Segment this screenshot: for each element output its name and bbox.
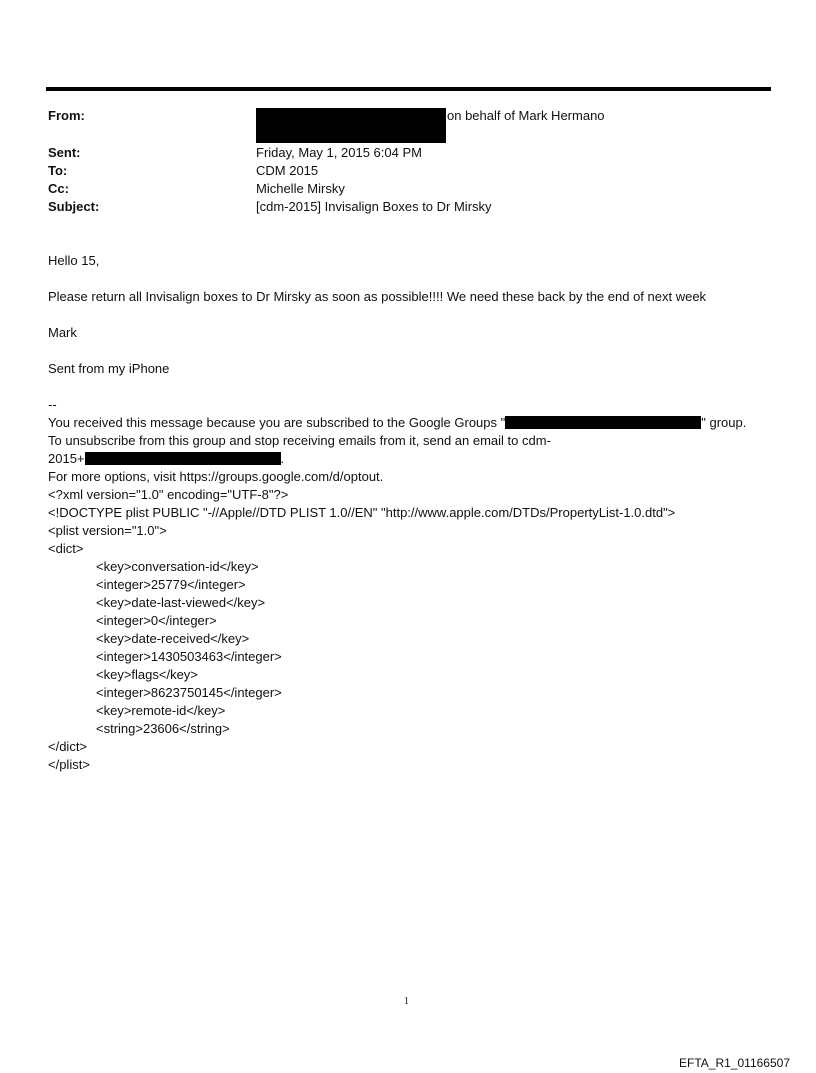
to-value: CDM 2015 <box>256 163 319 178</box>
message-text: Please return all Invisalign boxes to Dr Mirsky as soon as possible!!!! We need these back by the end of next week <box>48 289 707 304</box>
xml-line: <integer>1430503463</integer> <box>96 649 282 664</box>
xml-line: <?xml version="1.0" encoding="UTF-8"?> <box>48 487 289 502</box>
footer-line-2: To unsubscribe from this group and stop receiving emails from it, send an email to cdm- <box>48 433 551 448</box>
document-id: EFTA_R1_01166507 <box>679 1056 790 1070</box>
xml-line: <key>remote-id</key> <box>96 703 226 718</box>
xml-line: <integer>8623750145</integer> <box>96 685 282 700</box>
xml-line: </plist> <box>48 757 90 772</box>
from-label: From: <box>48 108 85 123</box>
cc-label: Cc: <box>48 181 69 196</box>
footer-line-1 <box>48 415 746 430</box>
subject-label: Subject: <box>48 199 100 214</box>
footer-line-3 <box>48 451 284 466</box>
separator: -- <box>48 397 57 412</box>
sent-value: Friday, May 1, 2015 6:04 PM <box>256 145 422 160</box>
redaction-box <box>505 416 701 429</box>
xml-line: <!DOCTYPE plist PUBLIC "-//Apple//DTD PLIST 1.0//EN" "http://www.apple.com/DTDs/PropertyList-1.0.dtd"> <box>48 505 676 520</box>
xml-line: <key>flags</key> <box>96 667 198 682</box>
from-value: on behalf of Mark Hermano <box>447 108 605 123</box>
signature: Mark <box>48 325 77 340</box>
xml-line: <dict> <box>48 541 84 556</box>
sent-from: Sent from my iPhone <box>48 361 170 376</box>
xml-line: <key>conversation-id</key> <box>96 559 259 574</box>
page-number: 1 <box>404 996 409 1007</box>
footer-line-4: For more options, visit https://groups.google.com/d/optout. <box>48 469 384 484</box>
greeting: Hello 15, <box>48 253 100 268</box>
footer-line-3-end: . <box>280 451 285 466</box>
xml-line: <key>date-last-viewed</key> <box>96 595 266 610</box>
xml-line: <integer>25779</integer> <box>96 577 246 592</box>
footer-line-3-start: 2015+ <box>48 451 85 466</box>
xml-line: <key>date-received</key> <box>96 631 250 646</box>
xml-line: <integer>0</integer> <box>96 613 217 628</box>
sent-label: Sent: <box>48 145 81 160</box>
cc-value: Michelle Mirsky <box>256 181 345 196</box>
to-label: To: <box>48 163 68 178</box>
xml-line: <string>23606</string> <box>96 721 230 736</box>
redaction-box <box>85 452 281 465</box>
xml-line: </dict> <box>48 739 88 754</box>
xml-line: <plist version="1.0"> <box>48 523 167 538</box>
header-rule <box>46 87 771 91</box>
footer-line-1-end: " group. <box>701 415 747 430</box>
redaction-box <box>256 108 446 143</box>
subject-value: [cdm-2015] Invisalign Boxes to Dr Mirsky <box>256 199 492 214</box>
footer-line-1-start: You received this message because you are subscribed to the Google Groups " <box>48 415 506 430</box>
